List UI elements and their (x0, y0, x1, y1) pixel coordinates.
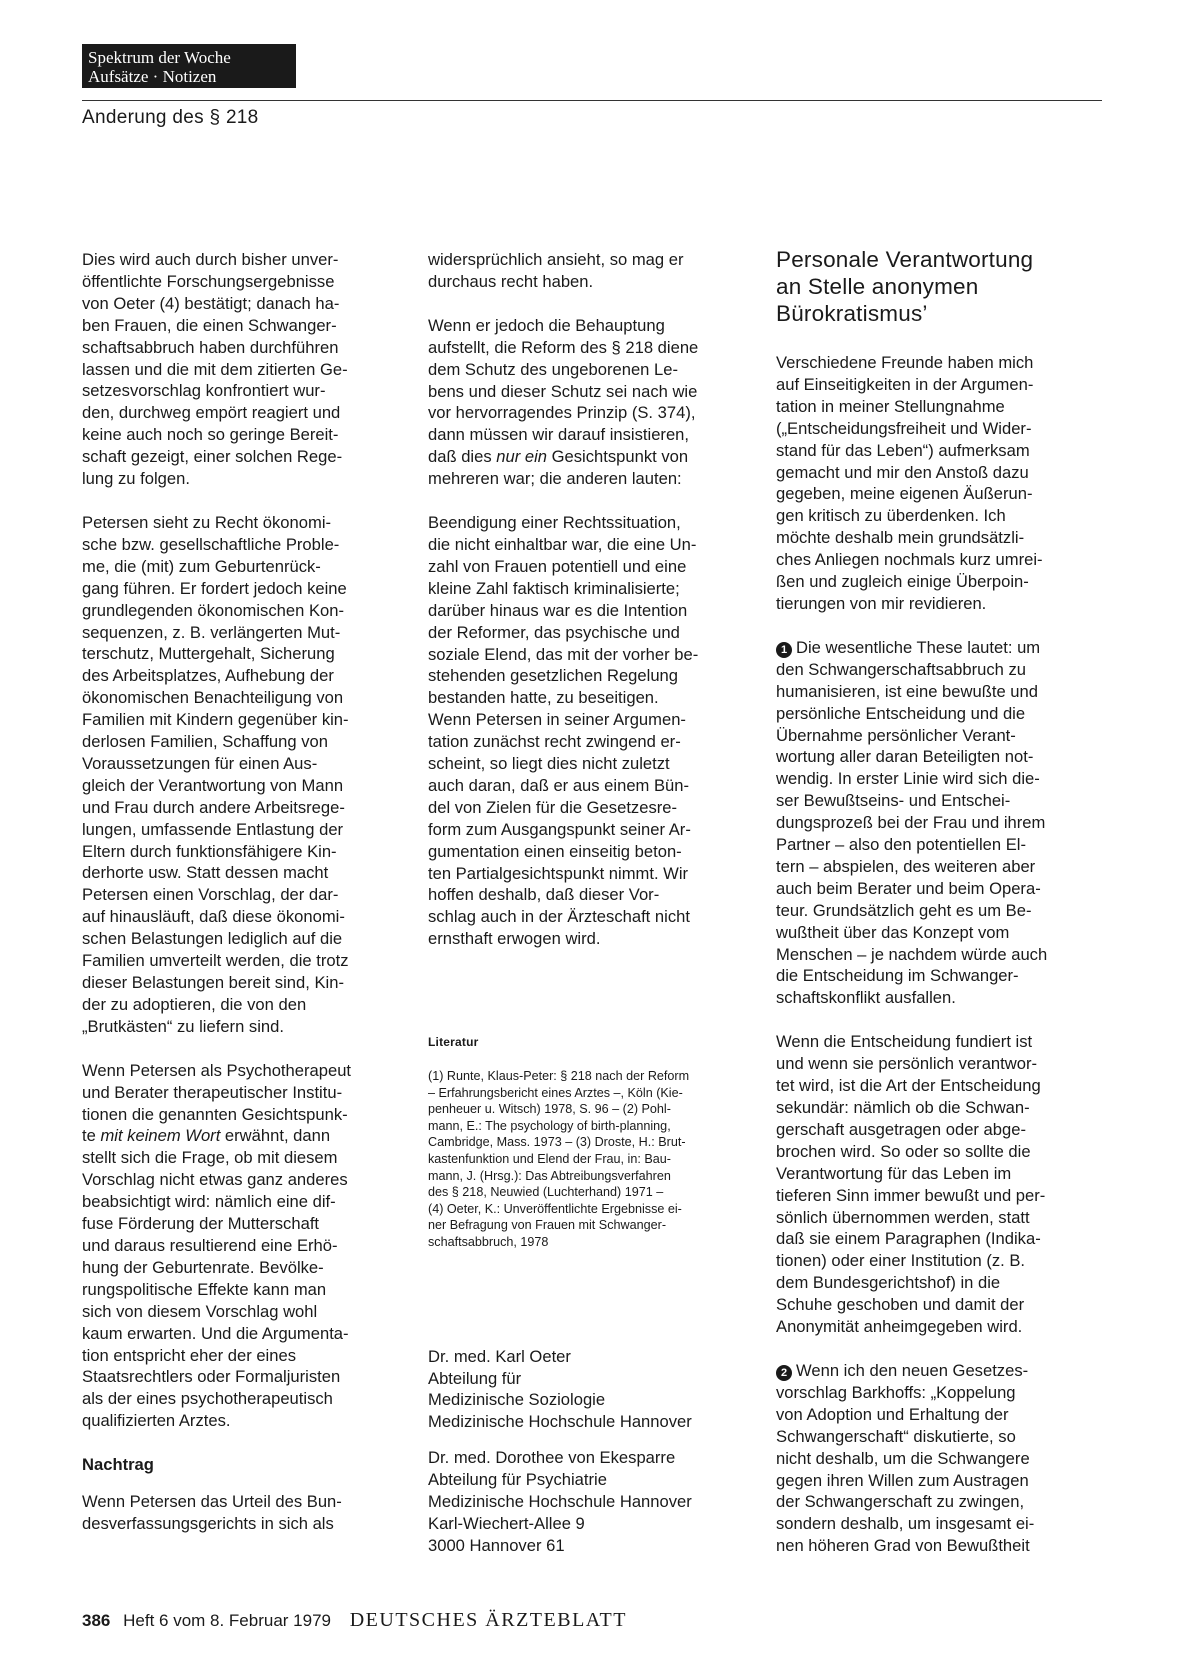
text-line: kastenfunktion und Elend der Frau, in: Bau- (428, 1152, 671, 1167)
text-line: der Reformer, das psychische und (428, 622, 680, 642)
text-line: Medizinische Hochschule Hannover (428, 1492, 692, 1512)
text-line: als der eines psychotherapeutisch (82, 1389, 333, 1409)
text-line: stellt sich die Frage, ob mit diesem (82, 1148, 338, 1168)
text-line: nicht deshalb, um die Schwangere (776, 1448, 1030, 1468)
text-line: fuse Förderung der Mutterschaft (82, 1214, 320, 1234)
text-line: tionen) oder einer Institution (z. B. (776, 1251, 1026, 1271)
section-badge-line1: Spektrum der Woche (88, 48, 231, 67)
text-fragment: erwähnt, dann (220, 1126, 331, 1146)
text-line: dem Bundesgerichtshof) in die (776, 1273, 1001, 1293)
text-line: aufstellt, die Reform des § 218 diene (428, 337, 699, 357)
text-line: gerschaft ausgetragen oder abge- (776, 1119, 1027, 1139)
text-line: bestanden hatte, zu beseitigen. (428, 688, 659, 708)
text-line: Medizinische Soziologie (428, 1390, 606, 1410)
text-line: tation zunächst recht zwingend er- (428, 732, 681, 752)
text-line: schlag auch in der Ärzteschaft nicht (428, 907, 690, 927)
text-line: Menschen – je nachdem würde auch (776, 944, 1048, 964)
column-3 (776, 249, 1102, 1579)
text-line: tation in meiner Stellungnahme (776, 396, 1005, 416)
text-line: lassen und die mit dem zitierten Ge- (82, 359, 348, 379)
text-line: Beendigung einer Rechtssituation, (428, 513, 681, 533)
text-line: sekundär: nämlich ob die Schwan- (776, 1098, 1030, 1117)
text-line (82, 1125, 408, 1147)
text-line: vorschlag Barkhoffs: „Koppelung (776, 1382, 1016, 1402)
text-line: qualifizierten Arztes. (82, 1411, 231, 1431)
text-line: von Adoption und Erhaltung der (776, 1404, 1009, 1424)
spacer (428, 1251, 754, 1346)
text-line: darüber hinaus war es die Intention (428, 600, 688, 620)
section-title: Anderung des § 218 (82, 107, 259, 128)
spacer (428, 972, 754, 1032)
text-line: penheuer u. Witsch) 1978, S. 96 – (2) Pohl- (428, 1102, 671, 1117)
text-line: tion entspricht eher der eines (82, 1345, 297, 1365)
text-line: widersprüchlich ansieht, so mag er (428, 250, 684, 269)
text-line: Dr. med. Dorothee von Ekesparre (428, 1448, 676, 1468)
text-line: derhorte usw. Statt dessen macht (82, 863, 329, 883)
column-1 (82, 249, 408, 1557)
text-line: Petersen sieht zu Recht ökonomi- (82, 512, 332, 532)
text-line: Übernahme persönlicher Verant- (776, 725, 1016, 745)
text-line: Wenn Petersen das Urteil des Bun- (82, 1492, 342, 1512)
issue-info: Heft 6 vom 8. Februar 1979 (123, 1611, 331, 1630)
text-line: und wenn sie persönlich verantwor- (776, 1054, 1038, 1074)
number-2-badge: 2 (776, 1365, 792, 1381)
text-line: stand für das Leben“) aufmerksam (776, 440, 1030, 460)
text-line: 3000 Hannover 61 (428, 1535, 565, 1555)
col3-paragraph-2-lines (776, 659, 1102, 1010)
text-line: wortung aller daran Beteiligten not- (776, 747, 1034, 767)
col3-paragraph-4 (776, 1360, 1102, 1557)
header-rule (82, 100, 1102, 101)
text-line: zahl von Frauen potentiell und eine (428, 556, 687, 576)
text-line: öffentlichte Forschungsergebnisse (82, 271, 335, 291)
text-line: nen höheren Grad von Bewußtheit (776, 1536, 1030, 1556)
text-line: beabsichtigt wird: nämlich eine dif- (82, 1192, 336, 1212)
text-line: schen Belastungen lediglich auf die (82, 929, 343, 949)
text-line: ches Anliegen nochmals kurz umrei- (776, 550, 1043, 570)
text-line: Wenn er jedoch die Behauptung (428, 315, 665, 335)
text-line: Anonymität anheimgegeben wird. (776, 1317, 1023, 1337)
col2-paragraph-2 (428, 315, 754, 490)
text-line: Familien mit Kindern gegenüber kin- (82, 710, 349, 730)
text-line: des Arbeitsplatzes, Aufhebung der (82, 666, 334, 686)
col1-paragraph-4 (82, 1491, 408, 1535)
text-line: der zu adoptieren, die von den (82, 994, 307, 1014)
text-line: („Entscheidungsfreiheit und Wider- (776, 418, 1032, 438)
text-line: auf Einseitigkeiten in der Argumen- (776, 374, 1034, 394)
author-address-2 (428, 1447, 754, 1557)
text-line: Verschiedene Freunde haben mich (776, 353, 1034, 372)
text-line (776, 1360, 1102, 1382)
text-line: Cambridge, Mass. 1973 – (3) Droste, H.: Brut- (428, 1135, 686, 1150)
text-line (428, 446, 754, 468)
text-line: Bürokratismus’ (776, 301, 928, 326)
text-line: stehenden gesetzlichen Regelung (428, 666, 679, 686)
text-fragment: Wenn ich den neuen Gesetzes- (796, 1360, 1029, 1380)
text-line: schaftsabbruch haben durchführen (82, 337, 339, 357)
text-line: vor hervorragendes Prinzip (S. 374), (428, 403, 696, 423)
col1-paragraph-1 (82, 249, 408, 490)
col2-paragraph-1 (428, 249, 754, 293)
col3-paragraph-4-lines (776, 1382, 1102, 1557)
text-line: Eltern durch funktionsfähigere Kin- (82, 841, 337, 861)
text-line: (1) Runte, Klaus-Peter: § 218 nach der Reform (428, 1069, 690, 1084)
subheading-nachtrag: Nachtrag (82, 1455, 154, 1475)
text-line: von Oeter (4) bestätigt; danach ha- (82, 293, 340, 313)
section-badge-line2: Aufsätze · Notizen (88, 67, 217, 86)
column-2 (428, 249, 754, 1571)
page-footer (82, 1609, 627, 1632)
text-line: den, durchweg empört reagiert und (82, 403, 341, 423)
text-line: bens und dieser Schutz sei nach wie (428, 381, 698, 401)
col3-paragraph-3 (776, 1031, 1102, 1338)
text-line: hoffen deshalb, daß dieser Vor- (428, 885, 660, 905)
text-line: Petersen einen Vorschlag, der dar- (82, 885, 339, 905)
section-badge (82, 44, 296, 88)
col2-paragraph-2-lines (428, 315, 754, 446)
text-line: der Schwangerschaft zu zwingen, (776, 1492, 1025, 1512)
text-line: auch daran, daß er aus einem Bün- (428, 775, 690, 795)
text-line: tierungen von mir revidieren. (776, 593, 987, 613)
text-line: keine auch noch so geringe Bereit- (82, 425, 339, 445)
literature-heading: Literatur (428, 1035, 479, 1050)
text-line: durchaus recht haben. (428, 271, 594, 291)
text-line: ten Partialgesichtspunkt nimmt. Wir (428, 863, 689, 883)
emphasis-text: mit keinem Wort (100, 1126, 221, 1146)
text-line: dem Schutz des ungeborenen Le- (428, 359, 679, 379)
text-line: dieser Belastungen bereit sind, Kin- (82, 973, 344, 992)
number-1-badge: 1 (776, 642, 792, 658)
text-line: mehreren war; die anderen lauten: (428, 469, 682, 489)
text-line: tern – abspielen, des weiteren aber (776, 856, 1036, 876)
text-line: brochen wird. So oder so sollte die (776, 1141, 1031, 1161)
text-fragment: Gesichtspunkt von (547, 447, 689, 467)
text-line: Staatsrechtlers oder Formaljuristen (82, 1367, 341, 1387)
text-line: gemacht und mir den Anstoß dazu (776, 462, 1029, 482)
text-line: tieferen Sinn immer bewußt und per- (776, 1185, 1046, 1205)
text-line: Vorschlag nicht etwas ganz anderes (82, 1170, 348, 1190)
text-line: terschutz, Muttergehalt, Sicherung (82, 644, 335, 664)
text-line: auf hinausläuft, daß diese ökonomi- (82, 907, 345, 927)
text-line: sich von diesem Vorschlag wohl (82, 1301, 318, 1321)
text-line: Abteilung für Psychiatrie (428, 1470, 607, 1490)
text-line: gegen ihren Willen zum Austragen (776, 1470, 1029, 1490)
text-line: form zum Ausgangspunkt seiner Ar- (428, 819, 691, 839)
text-line: Dies wird auch durch bisher unver- (82, 250, 339, 269)
text-line (776, 637, 1102, 659)
text-line: persönliche Entscheidung und die (776, 703, 1026, 723)
text-line: ner Befragung von Frauen mit Schwanger- (428, 1218, 667, 1233)
text-line: dungsprozeß bei der Frau und ihrem (776, 813, 1046, 833)
col1-paragraph-2 (82, 512, 408, 1038)
text-line: wendig. In erster Linie wird sich die- (776, 769, 1040, 789)
text-line: schaftskonflikt ausfallen. (776, 988, 956, 1008)
text-line: den Schwangerschaftsabbruch zu (776, 659, 1026, 679)
text-line: setzesvorschlag konfrontiert wur- (82, 381, 326, 401)
author-address-1 (428, 1346, 754, 1434)
text-line: kaum erwarten. Und die Argumenta- (82, 1323, 349, 1343)
text-line: del von Zielen für die Gesetzesre- (428, 797, 678, 817)
text-line: tet wird, ist die Art der Entscheidung (776, 1076, 1041, 1096)
page-number: 386 (82, 1611, 111, 1630)
text-line: möchte deshalb mein grundsätzli- (776, 528, 1025, 548)
text-line: mann, E.: The psychology of birth-planning, (428, 1118, 671, 1133)
col3-paragraph-1 (776, 352, 1102, 615)
text-line: Verantwortung für das Leben im (776, 1163, 1012, 1183)
text-line: sche bzw. gesellschaftliche Proble- (82, 534, 340, 554)
text-line: gumentation einen einseitig beton- (428, 841, 682, 861)
text-line: Partner – also den potentiellen El- (776, 835, 1026, 855)
text-line: grundlegenden ökonomischen Kon- (82, 600, 344, 620)
text-line: ben Frauen, die einen Schwanger- (82, 315, 337, 335)
text-line: tionen die genannten Gesichtspunk- (82, 1104, 348, 1124)
text-fragment: te (82, 1126, 101, 1146)
emphasis-text: nur ein (496, 447, 548, 467)
text-line: des § 218, Neuwied (Luchterhand) 1971 – (428, 1185, 664, 1200)
text-line: und daraus resultierend eine Erhö- (82, 1235, 338, 1255)
text-line: die Entscheidung im Schwanger- (776, 966, 1019, 986)
text-line: kleine Zahl faktisch kriminalisierte; (428, 578, 680, 598)
text-line: teur. Grundsätzlich geht es um Be- (776, 900, 1032, 920)
text-line: sönlich übernommen werden, statt (776, 1207, 1030, 1227)
text-line: Schwangerschaft“ diskutierte, so (776, 1426, 1016, 1446)
text-line: dann müssen wir darauf insistieren, (428, 425, 690, 445)
text-line: Familien umverteilt werden, die trotz (82, 951, 349, 971)
text-line: ßen und zugleich einige Überpoin- (776, 572, 1029, 592)
text-line: Abteilung für (428, 1368, 522, 1388)
text-line: lung zu folgen. (82, 469, 190, 489)
text-line: Wenn Petersen als Psychotherapeut (82, 1060, 352, 1080)
text-line: rungspolitische Effekte kann man (82, 1279, 327, 1299)
text-line: desverfassungsgerichts in sich als (82, 1513, 334, 1533)
text-line: schaftsabbruch, 1978 (428, 1235, 549, 1250)
text-line: lungen, umfassende Entlastung der (82, 819, 344, 839)
text-line: und Frau durch andere Arbeitsrege- (82, 797, 345, 817)
text-line: auch beim Berater und beim Opera- (776, 878, 1041, 898)
text-line: gleich der Verantwortung von Mann (82, 775, 344, 795)
text-line: ökonomischen Benachteiligung von (82, 688, 344, 708)
text-line: die nicht einhaltbar war, die eine Un- (428, 534, 697, 554)
text-line: Karl-Wiechert-Allee 9 (428, 1513, 585, 1533)
text-line: soziale Elend, das mit der vorher be- (428, 644, 699, 664)
text-line: sondern deshalb, um insgesamt ei- (776, 1514, 1035, 1534)
text-line: Schuhe geschoben und damit der (776, 1295, 1025, 1315)
text-line: gang führen. Er fordert jedoch keine (82, 578, 347, 598)
text-line: ernsthaft erwogen wird. (428, 929, 601, 949)
article-heading (776, 246, 1102, 327)
text-fragment: Die wesentliche These lautet: um (796, 637, 1041, 657)
text-line: ser Bewußtseins- und Entschei- (776, 791, 1011, 811)
literature-list (428, 1068, 754, 1251)
text-line: hung der Geburtenrate. Bevölke- (82, 1257, 324, 1277)
text-line: wußtheit über das Konzept vom (776, 922, 1010, 942)
text-line: Medizinische Hochschule Hannover (428, 1412, 692, 1432)
col1-paragraph-3 (82, 1060, 408, 1432)
text-line: Wenn Petersen in seiner Argumen- (428, 710, 686, 730)
text-line: gegeben, meine eigenen Äußerun- (776, 484, 1033, 504)
text-line: (4) Oeter, K.: Unveröffentlichte Ergebnisse ei- (428, 1201, 682, 1216)
text-line: an Stelle anonymen (776, 274, 979, 299)
text-line: Personale Verantwortung (776, 247, 1034, 272)
text-line: – Erfahrungsbericht eines Arztes –, Köln (Kie- (428, 1085, 683, 1100)
text-line: Dr. med. Karl Oeter (428, 1346, 571, 1366)
text-fragment: daß dies (428, 447, 497, 467)
journal-name: DEUTSCHES ÄRZTEBLATT (349, 1609, 627, 1631)
text-line: me, die (mit) zum Geburtenrück- (82, 556, 321, 576)
text-line: „Brutkästen“ zu liefern sind. (82, 1016, 284, 1036)
text-line: humanisieren, ist eine bewußte und (776, 681, 1038, 701)
text-line: mann, J. (Hrsg.): Das Abtreibungsverfahren (428, 1168, 671, 1183)
text-line: schaft gezeigt, einer solchen Rege- (82, 447, 343, 467)
text-line: Wenn die Entscheidung fundiert ist (776, 1032, 1033, 1052)
col2-paragraph-3 (428, 512, 754, 950)
text-line: derlosen Familien, Schaffung von (82, 732, 328, 752)
col3-paragraph-2 (776, 637, 1102, 1009)
text-line: sequenzen, z. B. verlängerten Mut- (82, 622, 341, 642)
text-line: Voraussetzungen für einen Aus- (82, 753, 318, 773)
text-line: gen kritisch zu überdenken. Ich (776, 506, 1006, 526)
col1-paragraph-3-rest (82, 1147, 408, 1432)
text-line: scheint, so liegt dies nicht zuletzt (428, 754, 670, 774)
text-line: und Berater therapeutischer Institu- (82, 1082, 343, 1102)
text-line: daß sie einem Paragraphen (Indika- (776, 1229, 1041, 1249)
